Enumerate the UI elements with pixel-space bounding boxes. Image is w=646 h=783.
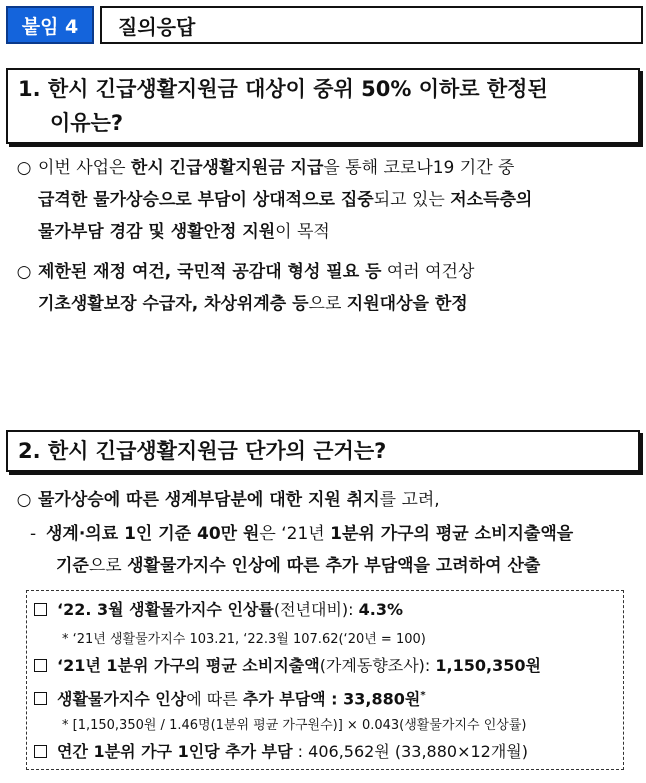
text-bold: 기준 — [56, 556, 89, 576]
text-bold: 한시 긴급생활지원금 지급 — [130, 158, 324, 178]
calc-row-3 — [34, 684, 426, 711]
text: 이 목적 — [275, 222, 330, 242]
calc-row-4 — [34, 740, 528, 764]
circle-bullet-icon: ○ — [16, 490, 32, 510]
text: (전년대비): — [273, 600, 359, 619]
dash-bullet: - — [30, 524, 37, 544]
calc-row-2 — [34, 654, 541, 678]
attachment-badge: 붙임 4 — [6, 6, 94, 44]
text-bold: 기초생활보장 수급자, 차상위계층 등 — [38, 294, 309, 314]
text-bold: 1분위 가구의 평균 소비지출액을 — [330, 524, 574, 544]
calc-note-1: * ‘21년 생활물가지수 103.21, ‘22.3월 107.62(‘20년 = 100) — [62, 632, 426, 647]
footnote-marker: * — [420, 690, 426, 701]
q2-sub-line2 — [56, 550, 540, 582]
text-bold: 생활물가지수 인상 — [57, 689, 187, 709]
question-2-box — [6, 430, 640, 472]
question-2-title: 2. 한시 긴급생활지원금 단가의 근거는? — [18, 439, 387, 463]
text: 은 ‘21년 — [259, 524, 331, 544]
text-bold: 저소득층의 — [450, 190, 533, 210]
text: 으로 — [308, 294, 347, 314]
q1-answer-1-line3 — [38, 216, 330, 248]
checkbox-square-icon — [34, 745, 47, 758]
text: : 406,562원 (33,880×12개월) — [292, 742, 529, 761]
checkbox-square-icon — [34, 659, 47, 672]
q1-answer-2-line1 — [10, 256, 474, 288]
circle-bullet-icon: ○ — [16, 262, 32, 282]
text: 를 고려, — [379, 490, 440, 510]
q1-answer-2-line2 — [38, 288, 468, 320]
text-bold: 추가 부담액 : 33,880원 — [242, 689, 421, 709]
text-bold: ‘22. 3월 생활물가지수 인상률 — [57, 600, 274, 619]
text-bold: 지원대상을 한정 — [346, 294, 468, 314]
q1-answer-1-line2 — [38, 184, 532, 216]
calc-note-2: * [1,150,350원 / 1.46명(1분위 평균 가구원수)] × 0.043(생활물가지수 인상률) — [62, 718, 527, 733]
text: 을 통해 코로나19 기간 중 — [323, 158, 515, 178]
text: (가계동향조사): — [319, 656, 436, 675]
text-bold: ‘21년 1분위 가구의 평균 소비지출액 — [57, 656, 320, 675]
q1-answer-1-line1 — [10, 152, 514, 184]
question-1-title-line1: 1. 한시 긴급생활지원금 대상이 중위 50% 이하로 한정된 — [18, 77, 548, 101]
text: 에 따른 — [186, 689, 243, 709]
checkbox-square-icon — [34, 603, 47, 616]
text-bold: 연간 1분위 가구 1인당 추가 부담 — [57, 742, 293, 761]
text-bold: 제한된 재정 여건, 국민적 공감대 형성 필요 등 — [38, 262, 382, 282]
text-bold: 생활물가지수 인상에 따른 추가 부담액을 고려하여 산출 — [127, 556, 541, 576]
circle-bullet-icon: ○ — [16, 158, 32, 178]
text-bold: 급격한 물가상승으로 부담이 상대적으로 집중 — [38, 190, 374, 210]
page-title: 질의응답 — [100, 6, 643, 44]
text-bold: 4.3% — [358, 600, 403, 619]
text-bold: 물가상승에 따른 생계부담분에 대한 지원 취지 — [38, 490, 380, 510]
text: 되고 있는 — [373, 190, 451, 210]
question-1-box — [6, 68, 640, 144]
text: 여러 여건상 — [381, 262, 475, 282]
text-bold: 물가부담 경감 및 생활안정 지원 — [38, 222, 276, 242]
q2-sub-line1 — [30, 518, 573, 550]
text: 이번 사업은 — [38, 158, 131, 178]
calc-row-1 — [34, 598, 403, 622]
text-bold: 생계·의료 1인 기준 40만 원 — [46, 524, 260, 544]
text: 으로 — [88, 556, 128, 576]
q2-answer-line1 — [10, 484, 440, 516]
checkbox-square-icon — [34, 692, 47, 705]
question-1-title-line2: 이유는? — [50, 111, 124, 135]
text-bold: 1,150,350원 — [435, 656, 541, 675]
